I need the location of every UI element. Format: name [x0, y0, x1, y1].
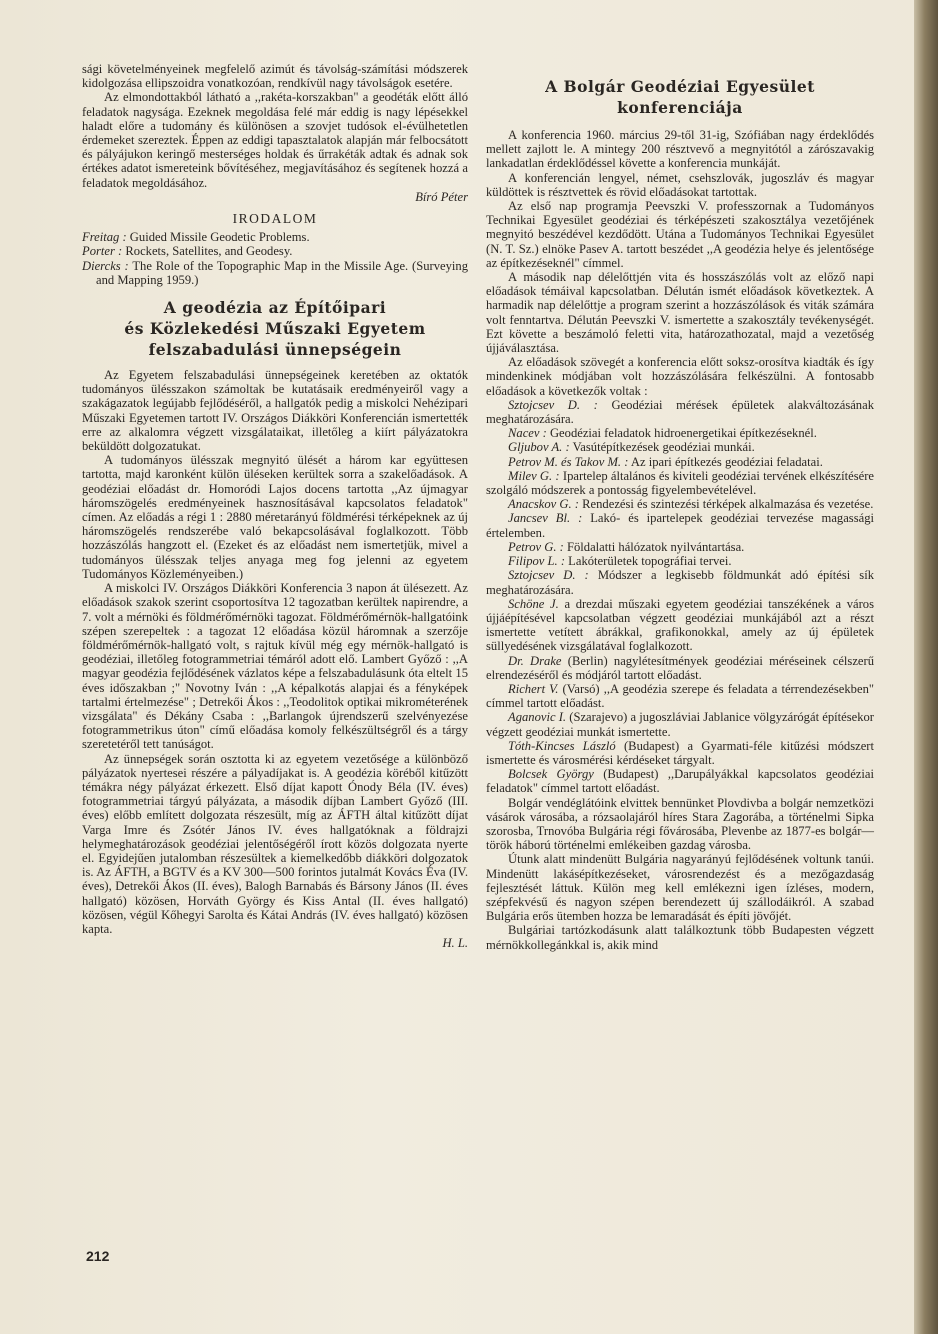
article-paragraph: Az ünnepségek során osztotta ki az egyetem vezetősége a különböző pályázatok nyertesei részére a pályadíjakat is. A geodézia köréből kitűzött témákra négy pályázat érkezett. Első díjat kapott Ónody Béla (IV. éves) fotogrammetriai tárgyú pályázata, a második díjban Lambert Győző (III. éves) előbb említett dolgozata részesült, míg az ÁFTH által kitűzött díjat Varga Imre és Zsótér János IV. éves hallgatóknak a földrajzi helymeghatározások geodéziai jelentőségéről írott közös dolgozata nyerte el. Egyidejűen jutalomban részesültek a kiemelkedőbb diákköri dolgozatok is. Az ÁFTH, a BGTV és a KV 300—500 forintos jutalmát Kovács Éva (IV. éves), Detrekői Ákos (II. éves), Balogh Barnabás és Bársony János (II. éves hallgató) közösen, Horváth György és Kiss Antal (II. éves hallgató) közösen, végül Kőhegyi Sarolta és Kátai András (IV. éves hallgató) közösen kapta. [82, 751, 468, 936]
intro-paragraph: sági követelményeinek megfelelő azimút és távolság-számítási módszerek kidolgozása ellipszoidra vonatkozóan, rendkívül nagy távolságok esetére. [82, 62, 468, 91]
right-paragraph: Az első nap programja Peevszki V. professzornak a Tudományos Technikai Egyesület geodéziai és térképészeti szakosztálya vezetőjének megnyitó beszédével kezdődött. Utána a Tudományos Technikai Egyesület (N. T. Sz.) elnöke Pasev A. tartott beszédet ,,A geodézia helye és jelentősége az építkezéseknél" címmel. [486, 199, 874, 270]
lecture-item [486, 568, 874, 596]
lecture-text: Rendezési és szintezési térképek alkalmazása és vezetése. [579, 497, 874, 512]
lecture-text: (Varsó) ,,A geodézia szerepe és feladata a térrendezésekben" címmel tartott előadást. [486, 681, 875, 711]
lecture-text: Geodéziai mérések épületek alakváltozásának meghatározására. [486, 397, 874, 427]
lecture-author: Milev G. : [508, 468, 560, 483]
lecture-author: Richert V. [508, 681, 559, 696]
right-column [486, 62, 874, 952]
lecture-author: Petrov M. és Takov M. : [508, 454, 629, 469]
lecture-author: Aganovic I. [508, 710, 567, 725]
right-title-line: konferenciája [617, 98, 743, 117]
reference-text: Guided Missile Geodetic Problems. [126, 230, 310, 245]
closing-paragraph: Bolgár vendéglátóink elvittek bennünket Plovdivba a bolgár nemzetközi vásárok városába, a rózsaolajáról híres Stara Zagorába, a történelmi Sipka szorosba, Trnovóba Bulgária régi fővárosába, Plevenbe az 1877-es bolgár—török háború történelmi emlékeiben gazdag városba. [486, 795, 874, 853]
lecture-list [486, 398, 874, 796]
lecture-author: Gljubov A. : [508, 440, 570, 455]
reference-text: Rockets, Satellites, and Geodesy. [122, 244, 293, 259]
right-paragraph: A második nap délelőttjén vita és hosszászólás volt az előző napi előadások témáival kapcsolatban. Délután ismét előadások következtek. A harmadik nap délelőttje a program szerint a hozzászólások és viták számára volt fenntartva. Délután Peevszki V. ismertette a szakosztály tevékenységét. Ezt követte a beszámoló feletti vita, határozathozatal, majd a vezetőség újjáválasztása. [486, 270, 874, 356]
right-paragraph: Az előadások szövegét a konferencia előtt soksz-orosítva kiadták és így mindenkinek módjában volt hozzászólására felkészülni. A fontosabb előadások a következők voltak : [486, 355, 874, 398]
lecture-author: Tóth-Kincses László [508, 738, 616, 753]
lecture-item [486, 682, 874, 710]
right-paragraph: A konferencián lengyel, német, csehszlovák, jugoszláv és magyar küldöttek is résztvettek és rövid előadásokat tartottak. [486, 170, 874, 199]
article-title-line: A geodézia az Építőipari [163, 298, 387, 318]
lecture-item [486, 426, 874, 440]
lecture-item [486, 455, 874, 469]
article-paragraph: Az Egyetem felszabadulási ünnepségeinek keretében az oktatók tudományos ülésszakon számoltak be kutatásaik eredményeiről vagy a szakágazatok legújabb fejlődéséről, a hallgatók pedig a miskolci Nehézipari Műszaki Egyetemen tartott IV. Országos Diákköri Konferencián ismertették erre az alkalomra végzett vizsgálataikat, illetőleg a kiírt pályázatokra beküldött dolgozatukat. [82, 368, 468, 454]
lecture-item [486, 767, 874, 795]
closing-paragraph: Útunk alatt mindenütt Bulgária nagyarányú fejlődésének voltunk tanúi. Mindenütt lakásépítkezéseket, városrendezést és a mezőgazdaság fejlesztését láttuk. Külön meg kell emlékezni igen ízléses, modern, szépfekvésű és nagyon szépen berendezett új szállodáikról. A szabad Bulgária erős ütemben hozza be lemaradását és építi jövőjét. [486, 852, 874, 924]
lecture-text: Vasútépítkezések geodéziai munkái. [569, 440, 755, 455]
page-number: 212 [86, 1248, 110, 1264]
lecture-author: Sztojcsev D. : [508, 397, 598, 412]
lecture-text: Lakóterületek topográfiai tervei. [565, 554, 732, 569]
right-article-title [486, 76, 874, 118]
reference-author: Diercks : [82, 258, 129, 273]
article-title [82, 297, 468, 360]
article-title-line: felszabadulási ünnepségein [148, 340, 402, 360]
lecture-text: Földalatti hálózatok nyilvántartása. [563, 539, 745, 554]
reference-item [82, 259, 468, 287]
lecture-text: Ipartelep általános és kiviteli geodéziai tervének elkészítésére szolgáló módszerek a pontosság figyelembevételével. [486, 468, 874, 498]
lecture-item [486, 597, 874, 654]
lecture-author: Schöne J. [508, 596, 559, 611]
lecture-item [486, 654, 874, 682]
right-title-line: A Bolgár Geodéziai Egyesület [545, 77, 815, 96]
lecture-item [486, 497, 874, 511]
reference-author: Porter : [82, 244, 123, 259]
lecture-author: Dr. Drake [508, 653, 562, 668]
right-paragraph: A konferencia 1960. március 29-től 31-ig, Szófiában nagy érdeklődés mellett zajlott le. A mintegy 200 résztvevő a megnyitótól a zárószavakig lankadatlan érdeklődéssel követte a konferencia munkáját. [486, 128, 874, 171]
reference-item [82, 230, 468, 244]
lecture-author: Bolcsek György [508, 767, 594, 782]
lecture-item [486, 511, 874, 539]
lecture-text: (Szarajevo) a jugoszláviai Jablanice völgyzárógát építésekor végzett geodéziai munkát ismertette. [486, 710, 874, 739]
lecture-author: Nacev : [508, 426, 547, 441]
lecture-text: (Berlin) nagylétesítmények geodéziai méréseinek célszerű elrendezéséről és módjáról tartott előadást. [486, 653, 874, 682]
lecture-item [486, 540, 874, 554]
article-paragraph: A tudományos ülésszak megnyitó ülését a három kar együttesen tartotta, majd karonként külön üléseken kerültek sorra a szakelőadások. A geodéziai előadást dr. Homoródi Lajos docens tartotta ,,Az újmagyar háromszögelés eredményeinek hasznosításával kapcsolatos feladatok" címen. Az előadás a régi 1 : 2880 méretarányú földmérési térképeknek az új háromszögelés rendszerébe való bekapcsolásával foglalkozott. Több hozzászólás hangzott el. (Ezeket és az előadást nem ismertetjük, mivel a tudományos ülésszak teljes anyaga meg fog jelenni az egyetem Tudományos Közleményeiben.) [82, 453, 468, 581]
reference-text: The Role of the Topographic Map in the Missile Age. (Surveying and Mapping 1959.) [96, 258, 468, 287]
references-title: IRODALOM [232, 211, 318, 227]
lecture-item [486, 554, 874, 568]
lecture-item [486, 469, 874, 497]
lecture-text: a drezdai műszaki egyetem geodéziai tanszékének a város újjáépítésével kapcsolatban végzett geodéziai munkájából azt a részt ismertette vetített ábrákkal, grafikonokkal, amely az új épületek süllyedésének vizsgálatával foglalkozott. [486, 596, 874, 654]
intro-paragraph: Az elmondottakból látható a ,,rakéta-korszakban" a geodéták előtt álló feladatok nagysága. Ezeknek megoldása felé már eddig is nagy lépésekkel haladt előre a tudomány és különösen a szovjet tudósok el-évülhetetlen érdemeket szereztek. Éppen az eddigi tapasztalatok alapján már felbocsátott és pályájukon keringő mesterséges holdak és űrrakéták adtak és adnak sok értékes adatot ismereteink bővítéséhez, megjavításához és segítenek hozzá a feladatok megoldásához. [82, 90, 468, 190]
author-signature: Bíró Péter [415, 189, 468, 204]
book-binding-edge [914, 0, 938, 1334]
lecture-text: (Budapest) a Gyarmati-féle kitűzési módszert ismertette és városmérési kérdéseket tárgyalt. [486, 738, 874, 767]
lecture-item [486, 440, 874, 454]
lecture-text: Geodéziai feladatok hidroenergetikai építkezéseknél. [546, 426, 817, 441]
lecture-item [486, 398, 874, 426]
left-column [82, 62, 468, 950]
reference-author: Freitag : [82, 230, 127, 245]
lecture-author: Jancsev Bl. : [508, 511, 583, 526]
lecture-author: Sztojcsev D. : [508, 568, 589, 583]
reference-item [82, 244, 468, 258]
lecture-text: Lakó- és ipartelepek geodéziai tervezése magassági értelemben. [486, 511, 874, 540]
lecture-author: Anacskov G. : [508, 497, 579, 512]
closing-paragraph: Bulgáriai tartózkodásunk alatt találkoztunk több Budapesten végzett mérnökkollegánkkal is, akik mind [486, 923, 874, 952]
article-paragraph: A miskolci IV. Országos Diákköri Konferencia 3 napon át ülésezett. Az előadások szakok szerint csoportosítva 12 tagozatban kerültek napirendre, a 7. volt a mérnöki és földmérőmérnöki tagozat. Földmérőmérnök-hallgatóink szépen szerepeltek : a tagozat 12 előadása közül háromnak a szerzője földmérőmérnök-hallgató volt, s rajtuk kívül még egy mérnök-hallgató is geodéziai, illetőleg fotogrammetriai témáról adott elő. Lambert Győző : ,,A magyar geodézia fejlődésének vázlatos képe a felszabadulásunk óta eltelt 15 éves időszakban ;" Novotny Iván : ,,A képalkotás alapjai és a fényképek tartalmi értelmezése" ; Detrekői Ákos : ,,Teodolitok optikai mikrométerének vizsgálata" és Dékány Csaba : ,,Barlangok újrendszerű szelvényezése fotogrammetrikus úton" című előadása komoly felkészültségről és a tárgy szeretetéről tett tanúságot. [82, 581, 468, 752]
article-title-line: és Közlekedési Műszaki Egyetem [124, 319, 426, 339]
lecture-text: Módszer a legkisebb földmunkát adó építési sík meghatározására. [486, 568, 874, 597]
lecture-text: Az ipari építkezés geodéziai feladatai. [628, 454, 823, 469]
lecture-text: (Budapest) ,,Darupályákkal kapcsolatos geodéziai feladatok" címmel tartott előadást. [486, 767, 874, 796]
lecture-item [486, 739, 874, 767]
lecture-author: Filipov L. : [508, 554, 566, 569]
lecture-author: Petrov G. : [508, 539, 564, 554]
lecture-item [486, 710, 874, 738]
article-signature: H. L. [442, 936, 468, 951]
references-list [82, 230, 468, 287]
